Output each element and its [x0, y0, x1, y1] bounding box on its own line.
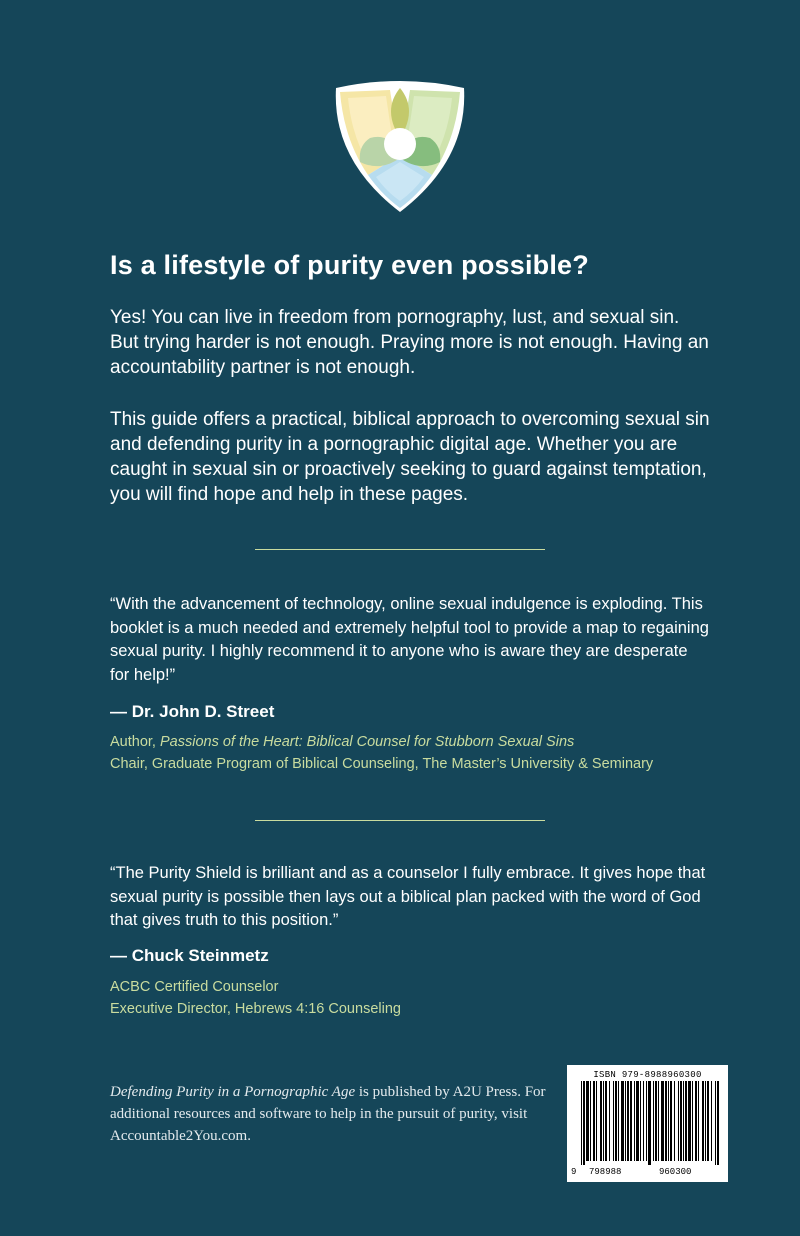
barcode-digits-left: 798988 — [589, 1167, 622, 1177]
barcode-bar — [658, 1081, 659, 1161]
barcode-bar — [618, 1081, 619, 1161]
barcode-bar — [688, 1081, 691, 1161]
intro-paragraph-2: This guide offers a practical, biblical approach to overcoming sexual sin and defending purity in a pornographic digital age. Whether you are caught in sexual sin or proactively seeking to guard against temptation, you will find hope and help in these pages. — [110, 409, 710, 505]
credential-prefix: Author, — [110, 734, 160, 750]
barcode-bar — [605, 1081, 607, 1161]
divider — [255, 820, 545, 821]
endorsement-author: — Chuck Steinmetz — [110, 946, 269, 965]
barcode-bar — [711, 1081, 712, 1161]
barcode-bar — [707, 1081, 709, 1161]
endorsement-quote: “The Purity Shield is brilliant and as a counselor I fully embrace. It gives hope that sexual purity is possible then lays out a biblical plan packed with the word of God that gives truth to this position.” — [110, 864, 706, 929]
barcode-bar — [646, 1081, 647, 1161]
barcode-bar — [692, 1081, 693, 1161]
barcode-bar — [643, 1081, 644, 1161]
barcode-bar — [627, 1081, 629, 1161]
barcode-bar — [653, 1081, 654, 1161]
barcode-bar — [581, 1081, 582, 1165]
book-title: Defending Purity in a Pornographic Age — [110, 1084, 356, 1100]
endorsement-quote: “With the advancement of technology, online sexual indulgence is exploding. This booklet is a much needed and extremely helpful tool to provide a map to regaining sexual purity. I highly recommend it to anyone who is aware they are desperate for help!” — [110, 595, 709, 684]
barcode-bar — [665, 1081, 667, 1161]
barcode-bars — [573, 1081, 722, 1165]
barcode-bar — [634, 1081, 635, 1161]
barcode-bar — [630, 1081, 632, 1161]
barcode-bar — [615, 1081, 617, 1161]
barcode-bar — [674, 1081, 675, 1161]
barcode-bar — [603, 1081, 604, 1161]
barcode-digits-right: 960300 — [659, 1167, 692, 1177]
barcode-bar — [596, 1081, 597, 1161]
barcode-bar — [683, 1081, 684, 1161]
endorsement-credentials — [110, 976, 401, 1020]
barcode-bar — [593, 1081, 595, 1161]
isbn-label: ISBN 979-8988960300 — [593, 1070, 702, 1080]
publisher-text: is published by A2U Press. For additional resources and software to help in the pursuit of purity, visit Accountable2You.com. — [110, 1084, 546, 1144]
barcode-bar — [590, 1081, 591, 1161]
barcode-bar — [661, 1081, 664, 1161]
barcode-bar — [717, 1081, 719, 1165]
intro-paragraph-1: Yes! You can live in freedom from pornography, lust, and sexual sin. But trying harder is not enough. Praying more is not enough. Having an accountability partner is not enough. — [110, 307, 709, 378]
page-heading: Is a lifestyle of purity even possible? — [110, 250, 589, 280]
barcode-bar — [670, 1081, 672, 1161]
credential-line: ACBC Certified Counselor — [110, 979, 279, 995]
barcode-bar — [640, 1081, 641, 1161]
barcode-bar — [583, 1081, 585, 1165]
book-title: Passions of the Heart: Biblical Counsel for Stubborn Sexual Sins — [159, 734, 575, 750]
barcode-bar — [698, 1081, 699, 1161]
barcode-bar — [600, 1081, 602, 1161]
barcode-bar — [685, 1081, 687, 1161]
credential-line: Chair, Graduate Program of Biblical Counseling, The Master’s University & Seminary — [110, 756, 654, 772]
barcode-bar — [668, 1081, 669, 1161]
barcode-bar — [609, 1081, 610, 1161]
endorsement-author: — Dr. John D. Street — [110, 702, 275, 721]
shield-trinity-icon — [330, 80, 470, 215]
barcode-bar — [705, 1081, 706, 1161]
barcode-digit-first: 9 — [571, 1167, 577, 1177]
barcode-bar — [715, 1081, 716, 1165]
barcode-bar — [678, 1081, 679, 1161]
barcode-bar — [648, 1081, 651, 1165]
barcode-bar — [586, 1081, 589, 1161]
barcode-bar — [625, 1081, 626, 1161]
barcode-bar — [621, 1081, 624, 1161]
divider — [255, 549, 545, 550]
barcode-bar — [636, 1081, 639, 1161]
barcode-bar — [680, 1081, 682, 1161]
endorsement-credentials — [110, 731, 653, 775]
barcode-bar — [702, 1081, 704, 1161]
publisher-note — [110, 1081, 550, 1147]
barcode-bar — [613, 1081, 614, 1161]
credential-line: Executive Director, Hebrews 4:16 Counseling — [110, 1001, 401, 1017]
isbn-barcode — [567, 1065, 728, 1182]
barcode-bar — [655, 1081, 657, 1161]
barcode-bar — [695, 1081, 697, 1161]
